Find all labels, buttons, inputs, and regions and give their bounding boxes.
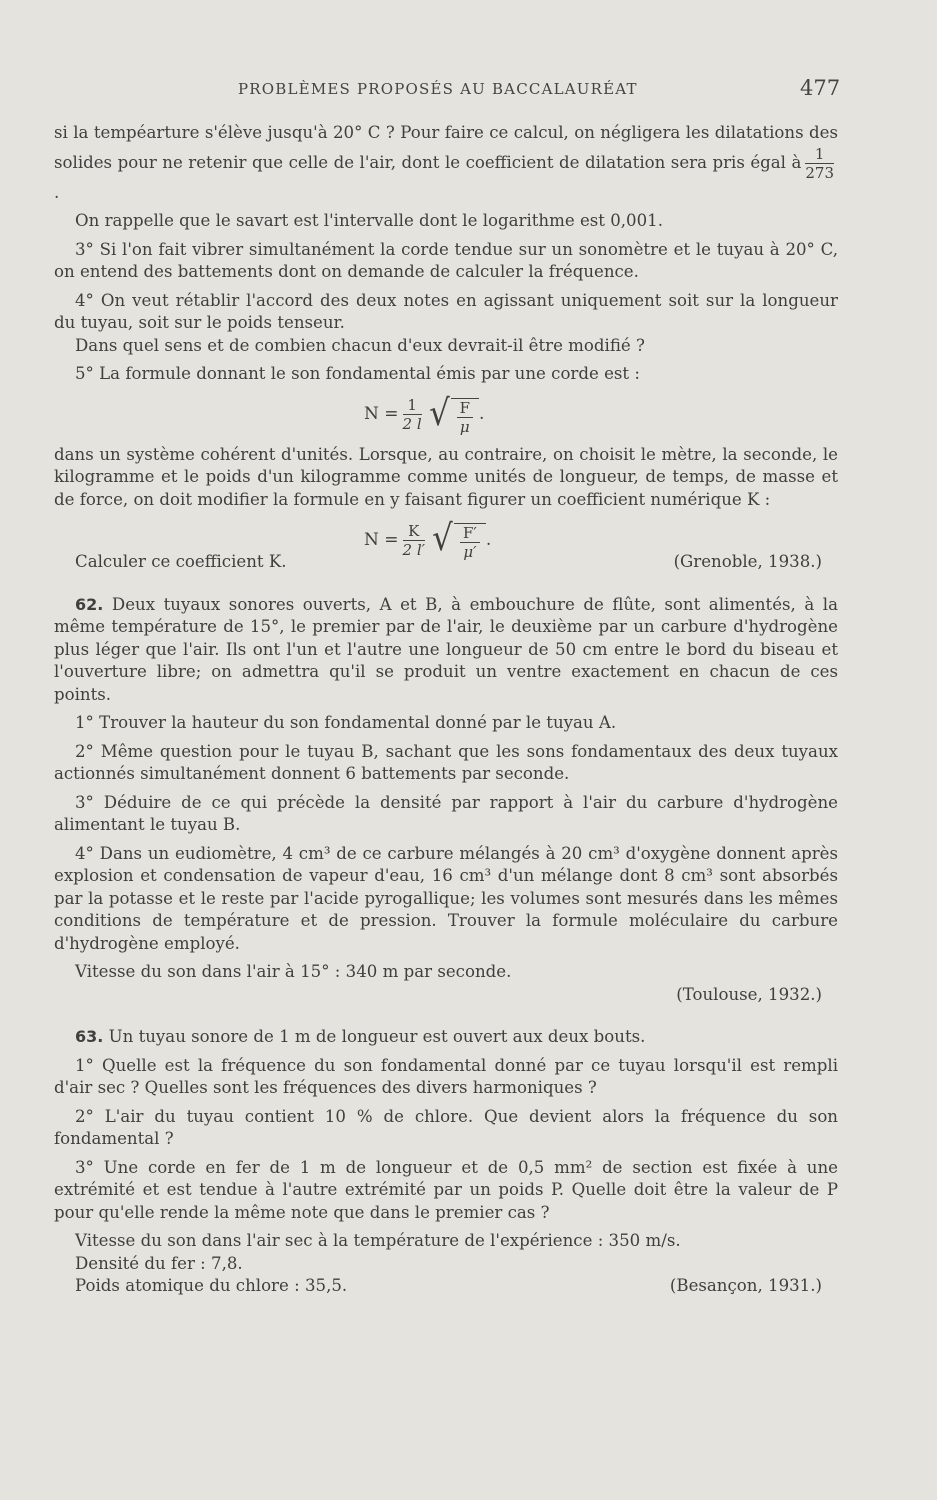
problem-text: Deux tuyaux sonores ouverts, A et B, à embouchure de flûte, sont alimentés, à la même température de 15°, le premier par de l'air, le deuxième par un carbure d'hydrogène plus léger que l'air. Ils ont l'un et l'autre une longueur de 50 cm entre le bord du biseau et l'ouverture libre; on admettra qu'il se produit un ventre exactement en chacun de ces points.	[54, 594, 839, 704]
problem-62-q4: 4° Dans un eudiomètre, 4 cm³ de ce carbure mélangés à 20 cm³ d'oxygène donnent après explosion et condensation de vapeur d'eau, 16 cm³ d'un mélange dont 8 cm³ sont absorbés par la potasse et le reste par l'acide pyrogallique; les volumes sont mesurés dans les mêmes conditions de température et de pression. Trouver la formule moléculaire du carbure d'hydrogène employé.	[54, 843, 838, 953]
radicand-fraction	[457, 399, 473, 436]
problem-63-q1: 1° Quelle est la fréquence du son fondamental donné par ce tuyau lorsqu'il est rempli d'air sec ? Quelles sont les fréquences des divers harmoniques ?	[54, 1055, 838, 1097]
problem-63-intro	[54, 1026, 838, 1049]
formula-coefficient-k	[54, 513, 838, 569]
fraction-numerator: 1	[403, 396, 422, 415]
radicand-fraction	[460, 524, 480, 561]
paragraph-question-3: 3° Si l'on fait vibrer simultanément la corde tendue sur un sonomètre et le tuyau à 20° C, on entend des battements dont on demande de calculer la fréquence.	[54, 239, 838, 281]
formula-period: .	[479, 404, 485, 425]
fraction-period: .	[54, 182, 60, 202]
problem-63-data-density: Densité du fer : 7,8.	[75, 1253, 243, 1273]
problem-text: Un tuyau sonore de 1 m de longueur est ouvert aux deux bouts.	[108, 1027, 646, 1046]
source-citation: (Grenoble, 1938.)	[673, 552, 822, 571]
page-body	[54, 122, 838, 1298]
formula-string-frequency	[54, 388, 838, 444]
fraction-denominator: 273	[805, 163, 834, 182]
paragraph-question-5: 5° La formule donnant le son fondamental émis par une corde est :	[75, 364, 640, 383]
paragraph-units: dans un système cohérent d'unités. Lorsque, au contraire, on choisit le mètre, la seconde, le kilogramme et le poids d'un kilogramme comme unités de longueur, de temps, de masse et de force, on doit modifier la formule en y faisant figurer un coefficient numérique K :	[54, 444, 838, 509]
page-header	[0, 78, 937, 104]
formula-lhs: N =	[364, 529, 399, 550]
citation-besancon-line	[54, 1275, 838, 1298]
page-number: 477	[800, 76, 841, 100]
paragraph-text: si la tempéarture s'élève jusqu'à 20° C ? Pour faire ce calcul, on négligera les dilatations des solides pour ne retenir que celle de l'air, dont le coefficient de dilatation sera pris égal à	[54, 123, 838, 172]
problem-number: 62.	[75, 594, 104, 614]
problem-62-q1: 1° Trouver la hauteur du son fondamental donné par le tuyau A.	[75, 713, 617, 732]
square-root: √ $\frac{F'}{\mu'}$	[431, 519, 486, 561]
fraction-denominator: 2 l	[402, 415, 422, 433]
fraction-numerator: 1	[805, 145, 834, 164]
fraction-numerator: K	[403, 522, 426, 541]
paragraph-question-4-sub: Dans quel sens et de combien chacun d'eux devrait-il être modifié ?	[75, 335, 645, 355]
problem-62-data: Vitesse du son dans l'air à 15° : 340 m par seconde.	[75, 962, 512, 981]
problem-63-q3: 3° Une corde en fer de 1 m de longueur et de 0,5 mm² de section est fixée à une extrémité et est tendue à l'autre extrémité par un poids P. Quelle doit être la valeur de P pour qu'elle rende la même note que dans le premier cas ?	[54, 1157, 838, 1222]
running-head: PROBLÈMES PROPOSÉS AU BACCALAURÉAT	[238, 80, 638, 98]
paragraph-dilatation	[54, 122, 838, 204]
problem-63-data-chlorine: Poids atomique du chlore : 35,5.	[75, 1276, 348, 1295]
paragraph-question-4: 4° On veut rétablir l'accord des deux notes en agissant uniquement soit sur la longueur du tuyau, soit sur le poids tenseur.	[54, 290, 838, 332]
calculer-text: Calculer ce coefficient K.	[75, 552, 287, 571]
problem-62-q3: 3° Déduire de ce qui précède la densité par rapport à l'air du carbure d'hydrogène alimentant le tuyau B.	[54, 792, 838, 834]
source-citation: (Besançon, 1931.)	[669, 1276, 822, 1295]
fraction-1-273	[805, 145, 834, 182]
formula-lhs: N =	[364, 404, 399, 425]
square-root: √ $\frac{F}{\mu}$	[428, 394, 479, 436]
fraction-numerator: F′	[460, 524, 480, 543]
fraction-denominator: μ	[459, 417, 470, 436]
problem-number: 63.	[75, 1027, 104, 1046]
problem-62-q2: 2° Même question pour le tuyau B, sachant que les sons fondamentaux des deux tuyaux actionnés simultanément donnent 6 battements par seconde.	[54, 741, 838, 783]
problem-63-q2: 2° L'air du tuyau contient 10 % de chlore. Que devient alors la fréquence du son fondamental ?	[54, 1106, 838, 1148]
problem-63-data-speed: Vitesse du son dans l'air sec à la température de l'expérience : 350 m/s.	[75, 1231, 681, 1250]
source-citation: (Toulouse, 1932.)	[676, 984, 822, 1004]
problem-62-intro	[54, 594, 838, 707]
formula-fraction	[403, 396, 422, 433]
formula-period: .	[485, 529, 492, 550]
paragraph-savart: On rappelle que le savart est l'intervalle dont le logarithme est 0,001.	[75, 211, 664, 230]
formula-fraction	[403, 522, 426, 559]
fraction-denominator: 2 l′	[402, 540, 426, 559]
fraction-denominator: μ′	[463, 543, 477, 561]
fraction-numerator: F	[457, 399, 473, 418]
